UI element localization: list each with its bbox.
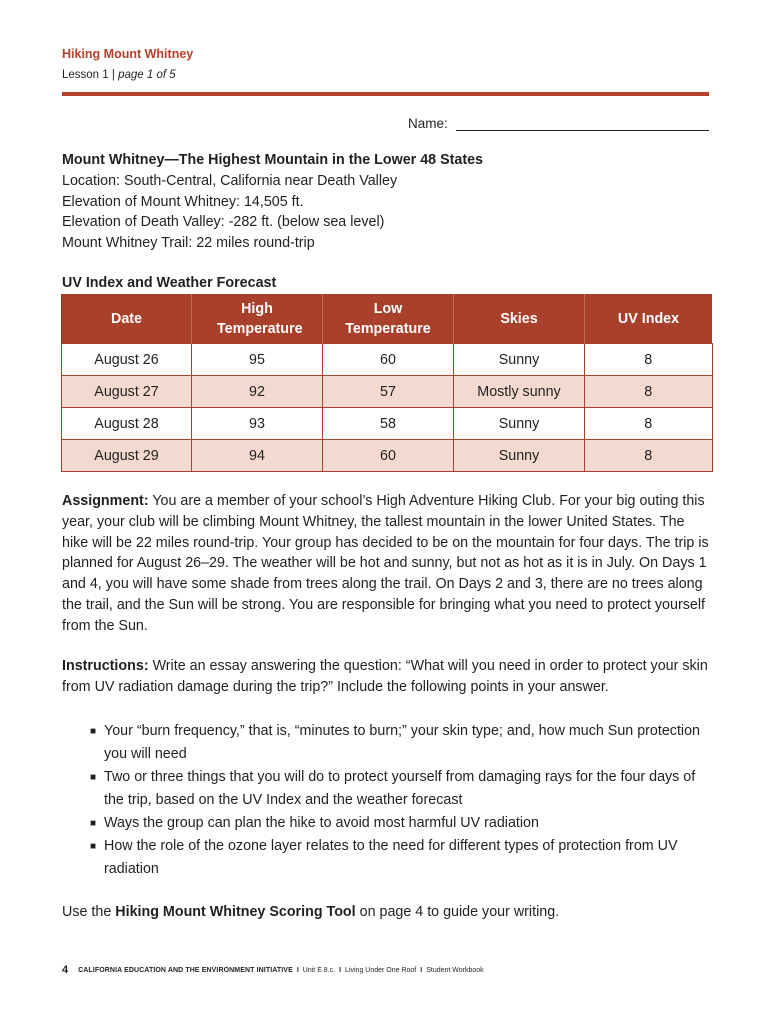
footer-separator: I [296,966,299,974]
cell-uv: 8 [585,408,713,440]
cell-low: 60 [323,440,454,472]
cell-date: August 27 [62,376,192,408]
name-blank-line[interactable] [456,115,709,131]
cell-low: 57 [323,376,454,408]
forecast-heading: UV Index and Weather Forecast [62,275,277,291]
fact-trail-length: Mount Whitney Trail: 22 miles round-trip [62,235,315,252]
instructions-paragraph [62,656,712,698]
cell-uv: 8 [585,440,713,472]
table-row [62,344,713,376]
col-low-temp-label: Low Temperature [345,300,431,337]
cell-date: August 29 [62,440,192,472]
cell-high: 94 [192,440,323,472]
bullet-square-icon: ■ [90,772,97,783]
cell-low: 60 [323,344,454,376]
cell-date: August 26 [62,344,192,376]
fact-elevation-whitney: Elevation of Mount Whitney: 14,505 ft. [62,193,304,210]
list-item [90,812,700,835]
cell-uv: 8 [585,376,713,408]
scoring-tool-reference: Hiking Mount Whitney Scoring Tool [115,904,356,920]
table-row [62,440,713,472]
point-text: Two or three things that you will do to protect yourself from damaging rays for the four days of the trip, based on the UV Index and the weather forecast [104,769,696,808]
lesson-title: Hiking Mount Whitney [62,47,194,61]
closing-before: Use the [62,904,112,920]
cell-skies: Sunny [454,408,585,440]
facts-heading: Mount Whitney—The Highest Mountain in the Lower 48 States [62,152,483,168]
footer-workbook: Student Workbook [426,966,484,974]
forecast-table [61,294,713,472]
instructions-label: Instructions: [62,658,149,674]
col-uv-index: UV Index [585,294,713,344]
cell-skies: Sunny [454,344,585,376]
footer-organization: CALIFORNIA EDUCATION AND THE ENVIRONMENT INITIATIVE [78,966,293,974]
header-divider [62,92,709,96]
footer-unit-title: Living Under One Roof [345,966,417,974]
footer-separator: I [339,966,342,974]
list-item [90,720,700,766]
point-text: Ways the group can plan the hike to avoid most harmful UV radiation [104,815,539,831]
cell-low: 58 [323,408,454,440]
fact-location: Location: South-Central, California near Death Valley [62,172,398,189]
assignment-text: You are a member of your school’s High Adventure Hiking Club. For your big outing this year, your club will be climbing Mount Whitney, the tallest mountain in the lower United States. The hike will be 22 miles round-trip. Your group has decided to be on the mountain for four days. The trip is planned for August 26–29. The weather will be hot and sunny, but not as hot as it is in July. On Days 1 and 4, you will have some shade from trees along the trail. On Days 2 and 3, there are no trees along the trail, and the Sun will be strong. You are responsible for bringing what you need to protect yourself from the Sun. [62,493,709,634]
cell-skies: Mostly sunny [454,376,585,408]
table-header-row [62,294,713,344]
page-number: page 1 of 5 [118,69,176,81]
cell-high: 95 [192,344,323,376]
cell-high: 93 [192,408,323,440]
header-separator: | [111,69,115,81]
cell-uv: 8 [585,344,713,376]
name-label: Name: [408,116,448,131]
bullet-square-icon: ■ [90,841,97,852]
instructions-text: Write an essay answering the question: “What will you need in order to protect your skin from UV radiation damage during the trip?” Include the following points in your answer. [62,658,708,695]
col-high-temp-label: High Temperature [217,300,303,337]
lesson-number: Lesson 1 [62,69,109,81]
point-text: How the role of the ozone layer relates to the need for different types of protection from UV radiation [104,838,678,877]
footer-unit: Unit E.8.c. [302,966,336,974]
col-low-temp [323,294,454,344]
bullet-square-icon: ■ [90,818,97,829]
cell-date: August 28 [62,408,192,440]
list-item [90,766,700,812]
col-skies: Skies [454,294,585,344]
assignment-label: Assignment: [62,493,149,509]
list-item [90,835,700,881]
essay-points-list [90,720,700,881]
table-row [62,408,713,440]
closing-sentence [62,902,712,923]
table-row [62,376,713,408]
page-footer [62,964,484,976]
closing-after: on page 4 to guide your writing. [359,904,560,920]
fact-elevation-death-valley: Elevation of Death Valley: -282 ft. (below sea level) [62,214,385,231]
mountain-facts [62,150,483,254]
lesson-page-indicator [62,69,176,81]
name-field[interactable] [408,115,709,131]
col-high-temp [192,294,323,344]
col-date: Date [62,294,192,344]
cell-high: 92 [192,376,323,408]
assignment-paragraph [62,491,712,637]
point-text: Your “burn frequency,” that is, “minutes to burn;” your skin type; and, how much Sun protection you will need [104,723,701,762]
footer-separator: I [420,966,423,974]
footer-page-number: 4 [62,964,69,976]
bullet-square-icon: ■ [90,726,97,737]
cell-skies: Sunny [454,440,585,472]
